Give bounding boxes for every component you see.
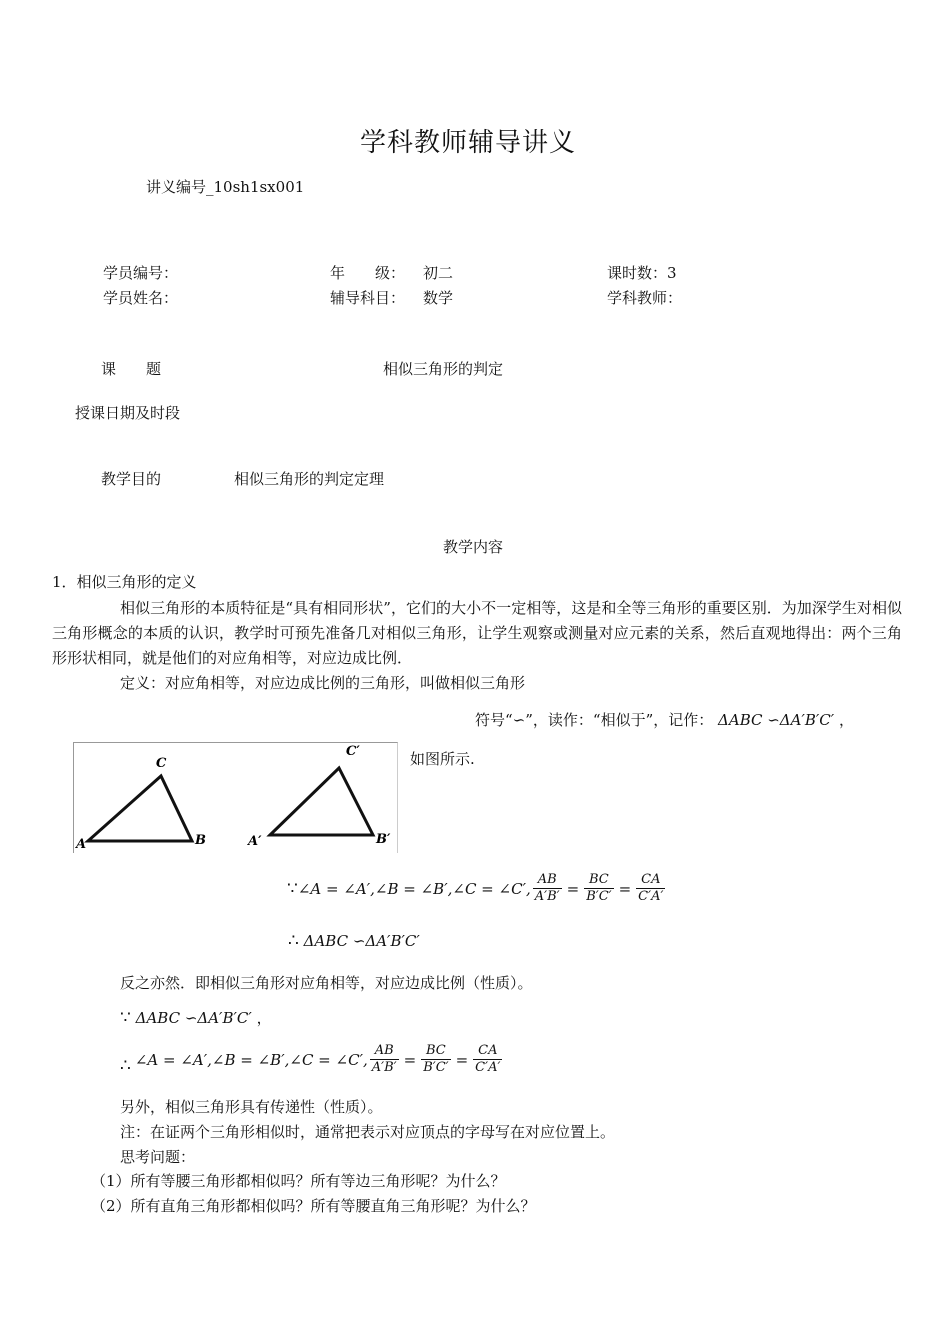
goal-label: 教学目的 [101,470,162,488]
premise-2 [120,1007,272,1028]
date-label: 授课日期及时段 [75,404,181,422]
goal-value: 相似三角形的判定定理 [234,470,385,488]
conclusion-1 [288,931,420,951]
because-symbol-2: ∵ [120,1008,131,1028]
triangle-abc [88,776,192,841]
triangles-figure [73,742,398,853]
angle-equalities: ∠A = ∠A′,∠B = ∠B′,∠C = ∠C′, [297,879,531,898]
label-c: C [156,756,167,771]
triangle-abc-prime [270,768,373,835]
grade-label: 年 级： [330,264,406,282]
label-a: A [76,837,87,852]
premise-comma: ， [256,1009,272,1027]
fraction-bc-2: $\frac{BC}{B'C'}$ [423,1043,449,1075]
angle-equalities-2: ∠A = ∠A′,∠B = ∠B′,∠C = ∠C′, [134,1050,368,1069]
because-symbol: ∵ [287,878,298,899]
teacher-label: 学科教师： [607,289,683,307]
content-heading: 教学内容 [443,538,504,556]
converse-text: 反之亦然．即相似三角形对应角相等，对应边成比例（性质）。 [120,974,533,992]
transitive-text: 另外，相似三角形具有传递性（性质）。 [120,1098,383,1116]
note-text: 注：在证两个三角形相似时，通常把表示对应顶点的字母写在对应位置上。 [120,1123,616,1141]
hours-label: 课时数：3 [607,264,677,282]
question-1: （1）所有等腰三角形都相似吗？所有等边三角形呢？为什么？ [91,1172,506,1190]
label-c-prime: C′ [346,744,360,759]
symbol-text: 符号“∽”，读作：“相似于”，记作： [475,711,714,729]
therefore-symbol: ∴ [288,931,299,951]
subject-label: 辅导科目： [330,289,406,307]
think-heading: 思考问题： [120,1148,196,1166]
topic-label: 课 题 [101,360,162,378]
fraction-ab: $\frac{AB}{A'B'}$ [534,872,560,904]
label-a-prime: A′ [248,834,262,849]
similarity-statement: ΔABC ∽ΔA′B′C′ [303,932,420,950]
label-b-prime: B′ [376,832,391,847]
as-shown-text: 如图所示. [410,750,475,768]
definition-text: 定义：对应角相等，对应边成比例的三角形，叫做相似三角形 [120,674,526,692]
similarity-notation: ΔABC ∽ΔA′B′C′ [718,711,835,729]
fraction-ca-2: $\frac{CA}{C'A'}$ [475,1043,501,1075]
student-name-label: 学员姓名： [103,289,179,307]
section-heading: 1．相似三角形的定义 [52,573,197,591]
grade-value: 初二 [423,264,454,282]
equation-2: ∴ ∠A = ∠A′,∠B = ∠B′,∠C = ∠C′, $\frac{AB}{A'B'}$ = $\frac{BC}{B'C'}$ = $\frac{CA}{C'A'}$ [120,1043,501,1076]
question-2: （2）所有直角三角形都相似吗？所有等腰直角三角形呢？为什么？ [91,1197,536,1215]
symbol-line [475,709,854,730]
equation-1: ∵ ∠A = ∠A′,∠B = ∠B′,∠C = ∠C′, $\frac{AB}{A'B'}$ = $\frac{BC}{B'C'}$ = $\frac{CA}{C'A'}$ [287,872,664,904]
topic-value: 相似三角形的判定 [383,360,504,378]
symbol-end: ， [838,711,854,729]
fraction-ca: $\frac{CA}{C'A'}$ [638,872,664,904]
handout-number: 讲义编号_10sh1sx001 [146,178,305,196]
fraction-ab-2: $\frac{AB}{A'B'}$ [371,1043,397,1075]
similarity-statement-2: ΔABC ∽ΔA′B′C′ [135,1009,252,1027]
subject-value: 数学 [423,289,454,307]
label-b: B [195,833,206,848]
student-number-label: 学员编号： [103,264,179,282]
intro-paragraph: 相似三角形的本质特征是“具有相同形状”，它们的大小不一定相等，这是和全等三角形的重要区别．为加深学生对相似三角形概念的本质的认识，教学时可预先准备几对相似三角形，让学生观察或测量对应元素的关系，然后直观地得出：两个三角形形状相同，就是他们的对应角相等，对应边成比例． [52,599,902,667]
page-title: 学科教师辅导讲义 [360,128,577,158]
fraction-bc: $\frac{BC}{B'C'}$ [586,872,612,904]
therefore-symbol-2: ∴ [120,1056,131,1076]
